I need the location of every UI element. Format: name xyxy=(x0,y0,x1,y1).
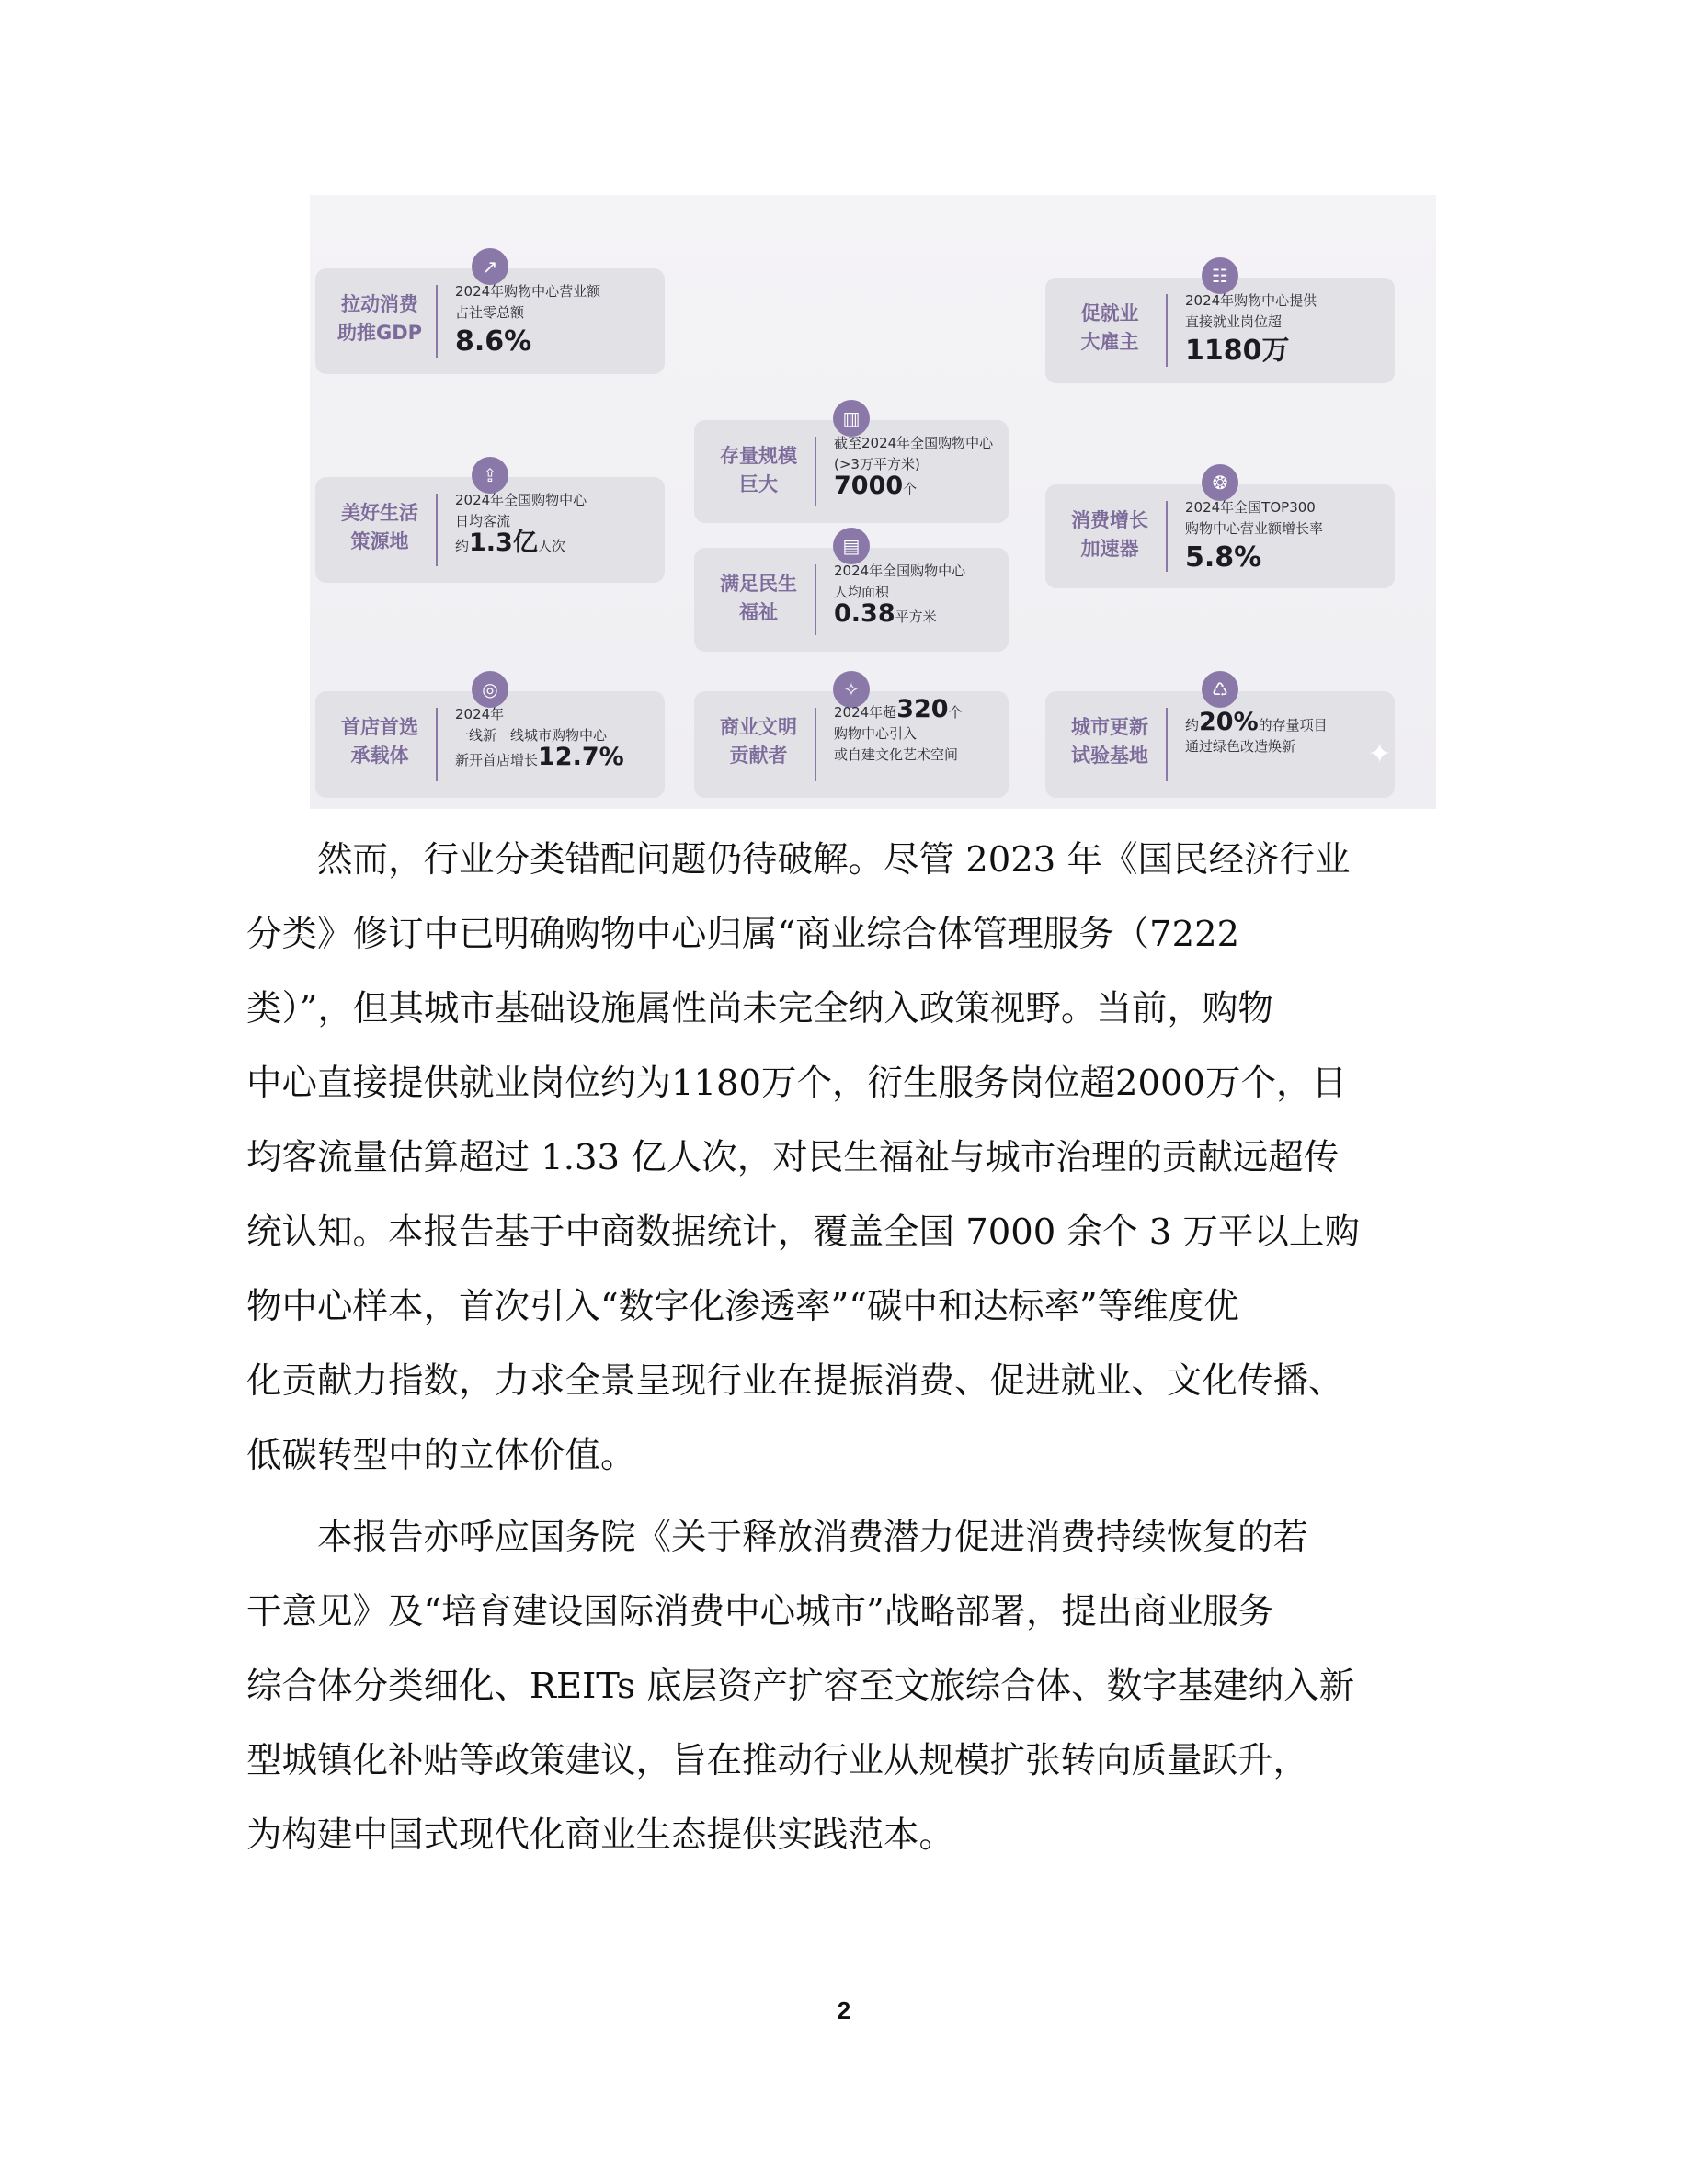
card-label: 消费增长 加速器 xyxy=(1071,509,1148,560)
area-chart-icon: ▤ xyxy=(833,528,870,564)
paragraph-line: 低碳转型中的立体价值。 xyxy=(246,1435,636,1476)
stat-card-growth xyxy=(1045,472,1395,588)
stat-card-welfare xyxy=(694,535,1009,652)
card-text: 占社零总额 xyxy=(455,304,525,321)
paragraph-line: 化贡献力指数，力求全景呈现行业在提振消费、促进就业、文化传播、 xyxy=(246,1360,1344,1402)
card-divider xyxy=(815,437,816,506)
handshake-icon: ✧ xyxy=(833,671,870,708)
card-divider xyxy=(436,285,438,358)
bar-chart-icon: ▥ xyxy=(833,400,870,437)
paragraph-line: 类）”，但其城市基础设施属性尚未完全纳入政策视野。当前，购物 xyxy=(246,988,1273,1029)
stat-card-good-life xyxy=(315,464,665,583)
people-icon: ☷ xyxy=(1202,257,1238,294)
card-label: 城市更新 试验基地 xyxy=(1071,716,1148,767)
card-value: 8.6% xyxy=(455,325,532,358)
stat-card-urban-renewal xyxy=(1045,678,1395,798)
card-value: 5.8% xyxy=(1185,541,1262,574)
city-icon: ♺ xyxy=(1202,671,1238,708)
card-divider xyxy=(436,494,438,566)
card-divider xyxy=(815,564,816,635)
card-value: 1180万 xyxy=(1185,335,1290,367)
card-label: 商业文明 贡献者 xyxy=(720,716,797,767)
card-text: 2024年购物中心提供 xyxy=(1185,292,1317,309)
card-label: 促就业 大雇主 xyxy=(1080,302,1139,353)
target-icon: ◎ xyxy=(472,671,508,708)
card-body xyxy=(455,281,656,360)
stat-card-consumption xyxy=(315,256,665,374)
card-text: 2024年全国TOP300 xyxy=(1185,499,1316,516)
card-value: 20% xyxy=(1199,708,1259,736)
card-value: 0.38 xyxy=(834,599,895,628)
card-text: 2024年全国购物中心 xyxy=(455,492,587,508)
card-text: 2024年购物中心营业额 xyxy=(455,283,601,300)
growth-icon: ❂ xyxy=(1202,464,1238,501)
paragraph-line: 分类》修订中已明确购物中心归属“商业综合体管理服务（7222 xyxy=(246,914,1240,955)
card-text: 一线新一线城市购物中心 xyxy=(455,727,608,744)
sparkle-icon: ✦ xyxy=(1368,738,1392,770)
infographic-panel xyxy=(310,195,1436,809)
card-text: 人均面积 xyxy=(834,584,890,600)
card-divider xyxy=(815,708,816,781)
card-body xyxy=(834,561,999,628)
paragraph-line: 均客流量估算超过 1.33 亿人次，对民生福祉与城市治理的贡献远超传 xyxy=(246,1137,1340,1178)
card-divider xyxy=(1166,501,1168,572)
line-chart-icon: ↗ xyxy=(472,248,508,285)
card-text: 通过绿色改造焕新 xyxy=(1185,738,1296,755)
card-unit: 人次 xyxy=(537,538,565,554)
card-divider xyxy=(1166,708,1168,781)
card-prefix: 新开首店增长 xyxy=(455,752,539,768)
stat-card-stock-scale xyxy=(694,407,1009,523)
card-unit: 的存量项目 xyxy=(1258,717,1328,734)
card-body xyxy=(455,704,656,771)
card-label: 拉动消费 助推GDP xyxy=(336,293,423,344)
card-unit: 平方米 xyxy=(895,609,937,625)
paragraph-line: 中心直接提供就业岗位约为1180万个，衍生服务岗位超2000万个，日 xyxy=(246,1063,1347,1104)
card-unit: 个 xyxy=(903,481,918,497)
upload-icon: ⇪ xyxy=(472,457,508,494)
card-text: 截至2024年全国购物中心 xyxy=(834,435,994,451)
stat-card-employment xyxy=(1045,265,1395,383)
paragraph-line: 综合体分类细化、REITs 底层资产扩容至文旅综合体、数字基建纳入新 xyxy=(246,1666,1355,1707)
card-label: 满足民生 福祉 xyxy=(720,573,797,623)
paragraph-line: 型城镇化补贴等政策建议，旨在推动行业从规模扩张转向质量跃升， xyxy=(246,1740,1309,1781)
card-label: 首店首选 承载体 xyxy=(341,716,418,767)
paragraph-line: 物中心样本，首次引入“数字化渗透率”“碳中和达标率”等维度优 xyxy=(246,1286,1239,1327)
card-value: 12.7% xyxy=(538,743,624,771)
card-prefix: 约 xyxy=(455,538,470,554)
card-body xyxy=(1185,290,1386,370)
card-text: 日均客流 xyxy=(455,513,511,529)
card-body xyxy=(455,490,656,557)
card-value: 1.3亿 xyxy=(469,529,538,557)
card-text: (>3万平方米) xyxy=(834,456,920,472)
card-label: 美好生活 策源地 xyxy=(341,502,418,552)
body-paragraph-1 xyxy=(246,823,1438,1493)
stat-card-first-store xyxy=(315,678,665,798)
paragraph-line: 为构建中国式现代化商业生态提供实践范本。 xyxy=(246,1814,955,1856)
card-body xyxy=(834,433,999,500)
card-prefix: 约 xyxy=(1185,717,1200,734)
card-divider xyxy=(436,708,438,781)
card-text: 2024年全国购物中心 xyxy=(834,563,966,579)
card-label: 存量规模 巨大 xyxy=(720,445,797,495)
card-text: 或自建文化艺术空间 xyxy=(834,746,959,763)
card-text: 直接就业岗位超 xyxy=(1185,313,1283,330)
stat-card-culture xyxy=(694,678,1009,798)
card-text: 2024年超 xyxy=(834,704,897,721)
body-paragraph-2 xyxy=(246,1500,1438,1872)
paragraph-line: 干意见》及“培育建设国际消费中心城市”战略部署，提出商业服务 xyxy=(246,1591,1274,1632)
card-unit: 个 xyxy=(948,704,963,721)
paragraph-line: 然而，行业分类错配问题仍待破解。尽管 2023 年《国民经济行业 xyxy=(246,839,1351,881)
card-value: 320 xyxy=(896,695,949,723)
card-text: 2024年 xyxy=(455,706,505,722)
page-number: 2 xyxy=(837,1996,851,2024)
card-value: 7000 xyxy=(834,472,904,500)
card-body xyxy=(1185,497,1386,576)
card-body xyxy=(834,695,999,766)
paragraph-line: 本报告亦呼应国务院《关于释放消费潜力促进消费持续恢复的若 xyxy=(246,1517,1309,1558)
paragraph-line: 统认知。本报告基于中商数据统计，覆盖全国 7000 余个 3 万平以上购 xyxy=(246,1211,1360,1253)
card-body xyxy=(1185,708,1386,757)
card-divider xyxy=(1166,294,1168,367)
card-text: 购物中心引入 xyxy=(834,725,918,742)
card-text: 购物中心营业额增长率 xyxy=(1185,520,1324,537)
